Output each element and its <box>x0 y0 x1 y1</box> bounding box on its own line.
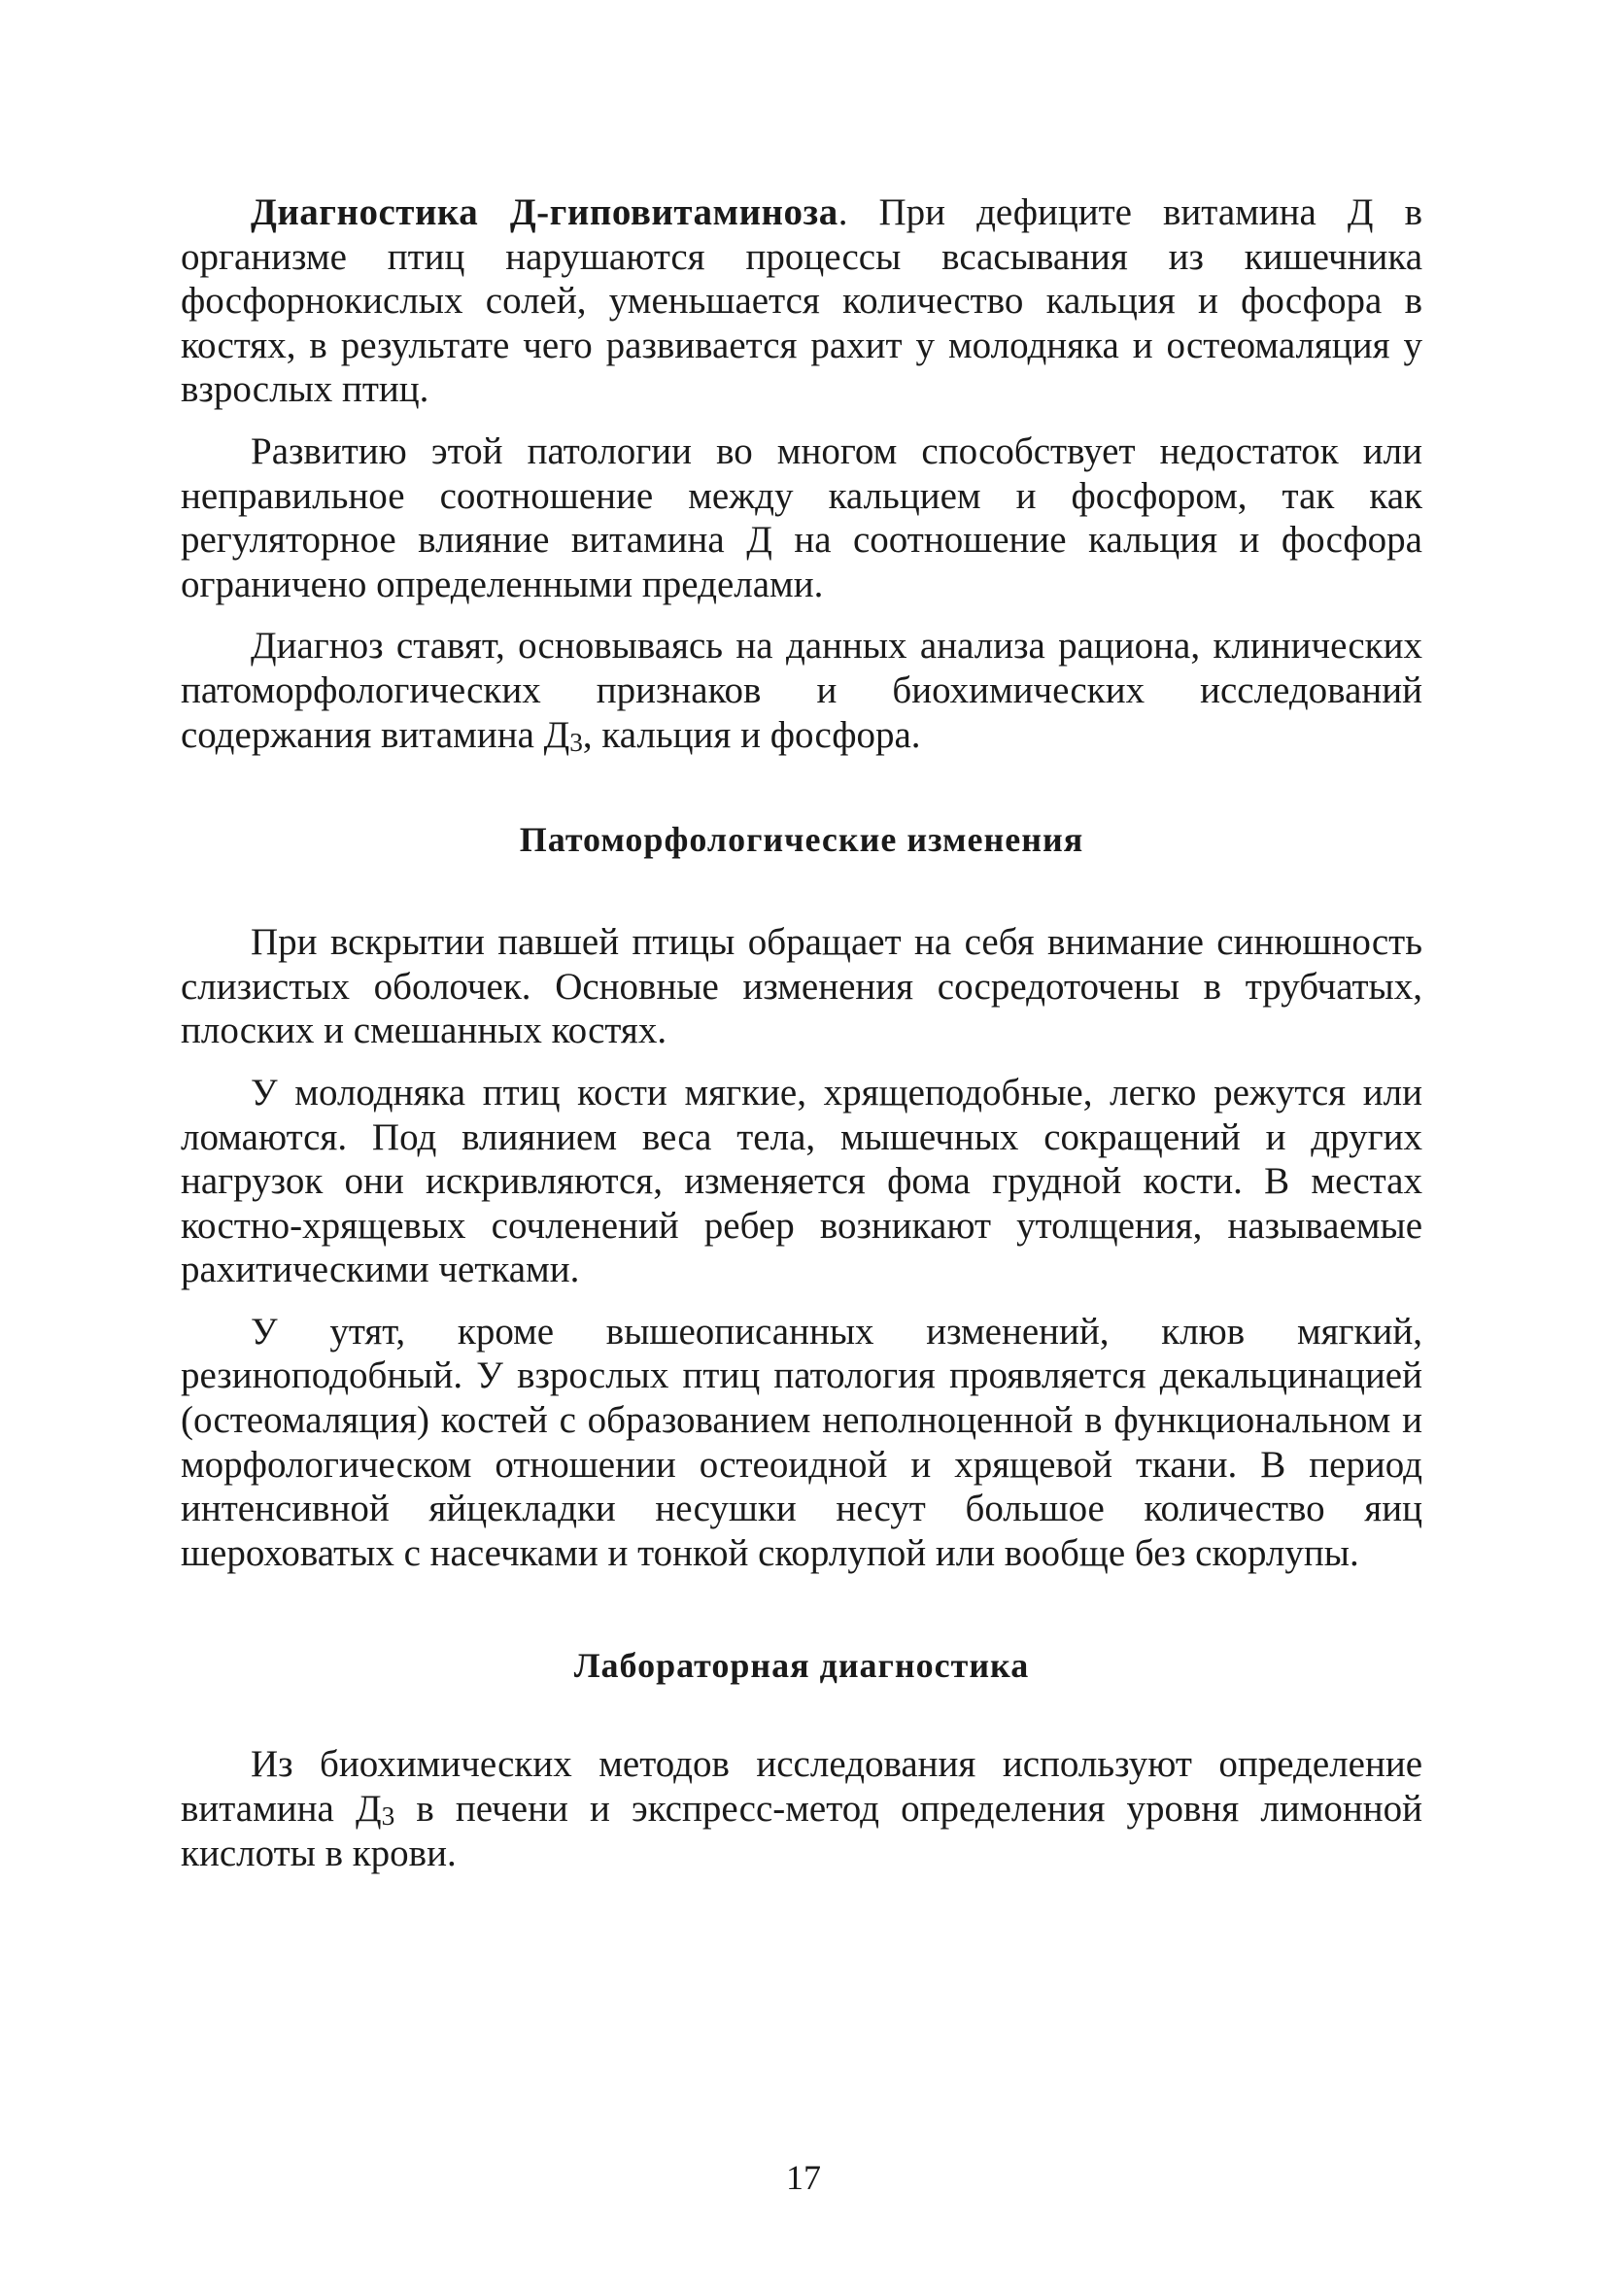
paragraph-pathology-development: Развитию этой патологии во многом способствует недостаток или неправильное соотношение между кальцием и фосфором, так как регуляторное влияние витамина Д на соотношение кальция и фосфора ограничено определенными пределами. <box>181 429 1422 605</box>
paragraph-text: , кальция и фосфора. <box>582 713 921 756</box>
lead-title: Диагностика Д-гиповитаминоза <box>251 191 838 233</box>
paragraph-diagnosis-basis <box>181 624 1422 757</box>
section-heading-lab-diagnostics: Лабораторная диагностика <box>573 1646 1030 1686</box>
paragraph-text: Диагноз ставят, основываясь на данных анализа рациона, клинических патоморфологических признаков и биохимических исследований содержания витамина Д <box>181 625 1422 756</box>
paragraph-young-birds: У молодняка птиц кости мягкие, хрящеподобные, легко режутся или ломаются. Под влиянием веса тела, мышечных сокращений и других нагрузок они искривляются, изменяется фома грудной кости. В местах костно-хрящевых сочленений ребер возникают утолщения, называемые рахитическими четками. <box>181 1071 1422 1291</box>
subscript: 3 <box>381 1801 395 1832</box>
paragraph-text: Из биохимических методов исследования используют определение витамина Д <box>181 1743 1422 1831</box>
paragraph-text: . При дефиците витамина Д в организме птиц нарушаются процессы всасывания из кишечника фосфорнокислых солей, уменьшается количество кальция и фосфора в костях, в результате чего развивается рахит у молодняка и остеомаляция у взрослых птиц. <box>181 191 1422 411</box>
section-heading-pathomorphology: Патоморфологические изменения <box>519 820 1084 860</box>
paragraph-vitamin-d-diagnosis <box>181 190 1422 412</box>
subscript: 3 <box>569 727 583 757</box>
paragraph-biochemical-methods <box>181 1742 1422 1875</box>
paragraph-autopsy: При вскрытии павшей птицы обращает на себя внимание синюшность слизистых оболочек. Основные изменения сосредоточены в трубчатых, плоских и смешанных костях. <box>181 921 1422 1052</box>
page-number: 17 <box>786 2158 821 2197</box>
paragraph-text: в печени и экспресс-метод определения уровня лимонной кислоты в крови. <box>181 1788 1423 1874</box>
paragraph-ducklings-adults: У утят, кроме вышеописанных изменений, клюв мягкий, резиноподобный. У взрослых птиц патология проявляется декальцинацией (остеомаляция) костей с образованием неполноценной в функциональном и морфологическом отношении остеоидной и хрящевой ткани. В период интенсивной яйцекладки несушки несут большое количество яиц шероховатых с насечками и тонкой скорлупой или вообще без скорлупы. <box>181 1310 1422 1574</box>
page-body <box>181 190 1422 1875</box>
